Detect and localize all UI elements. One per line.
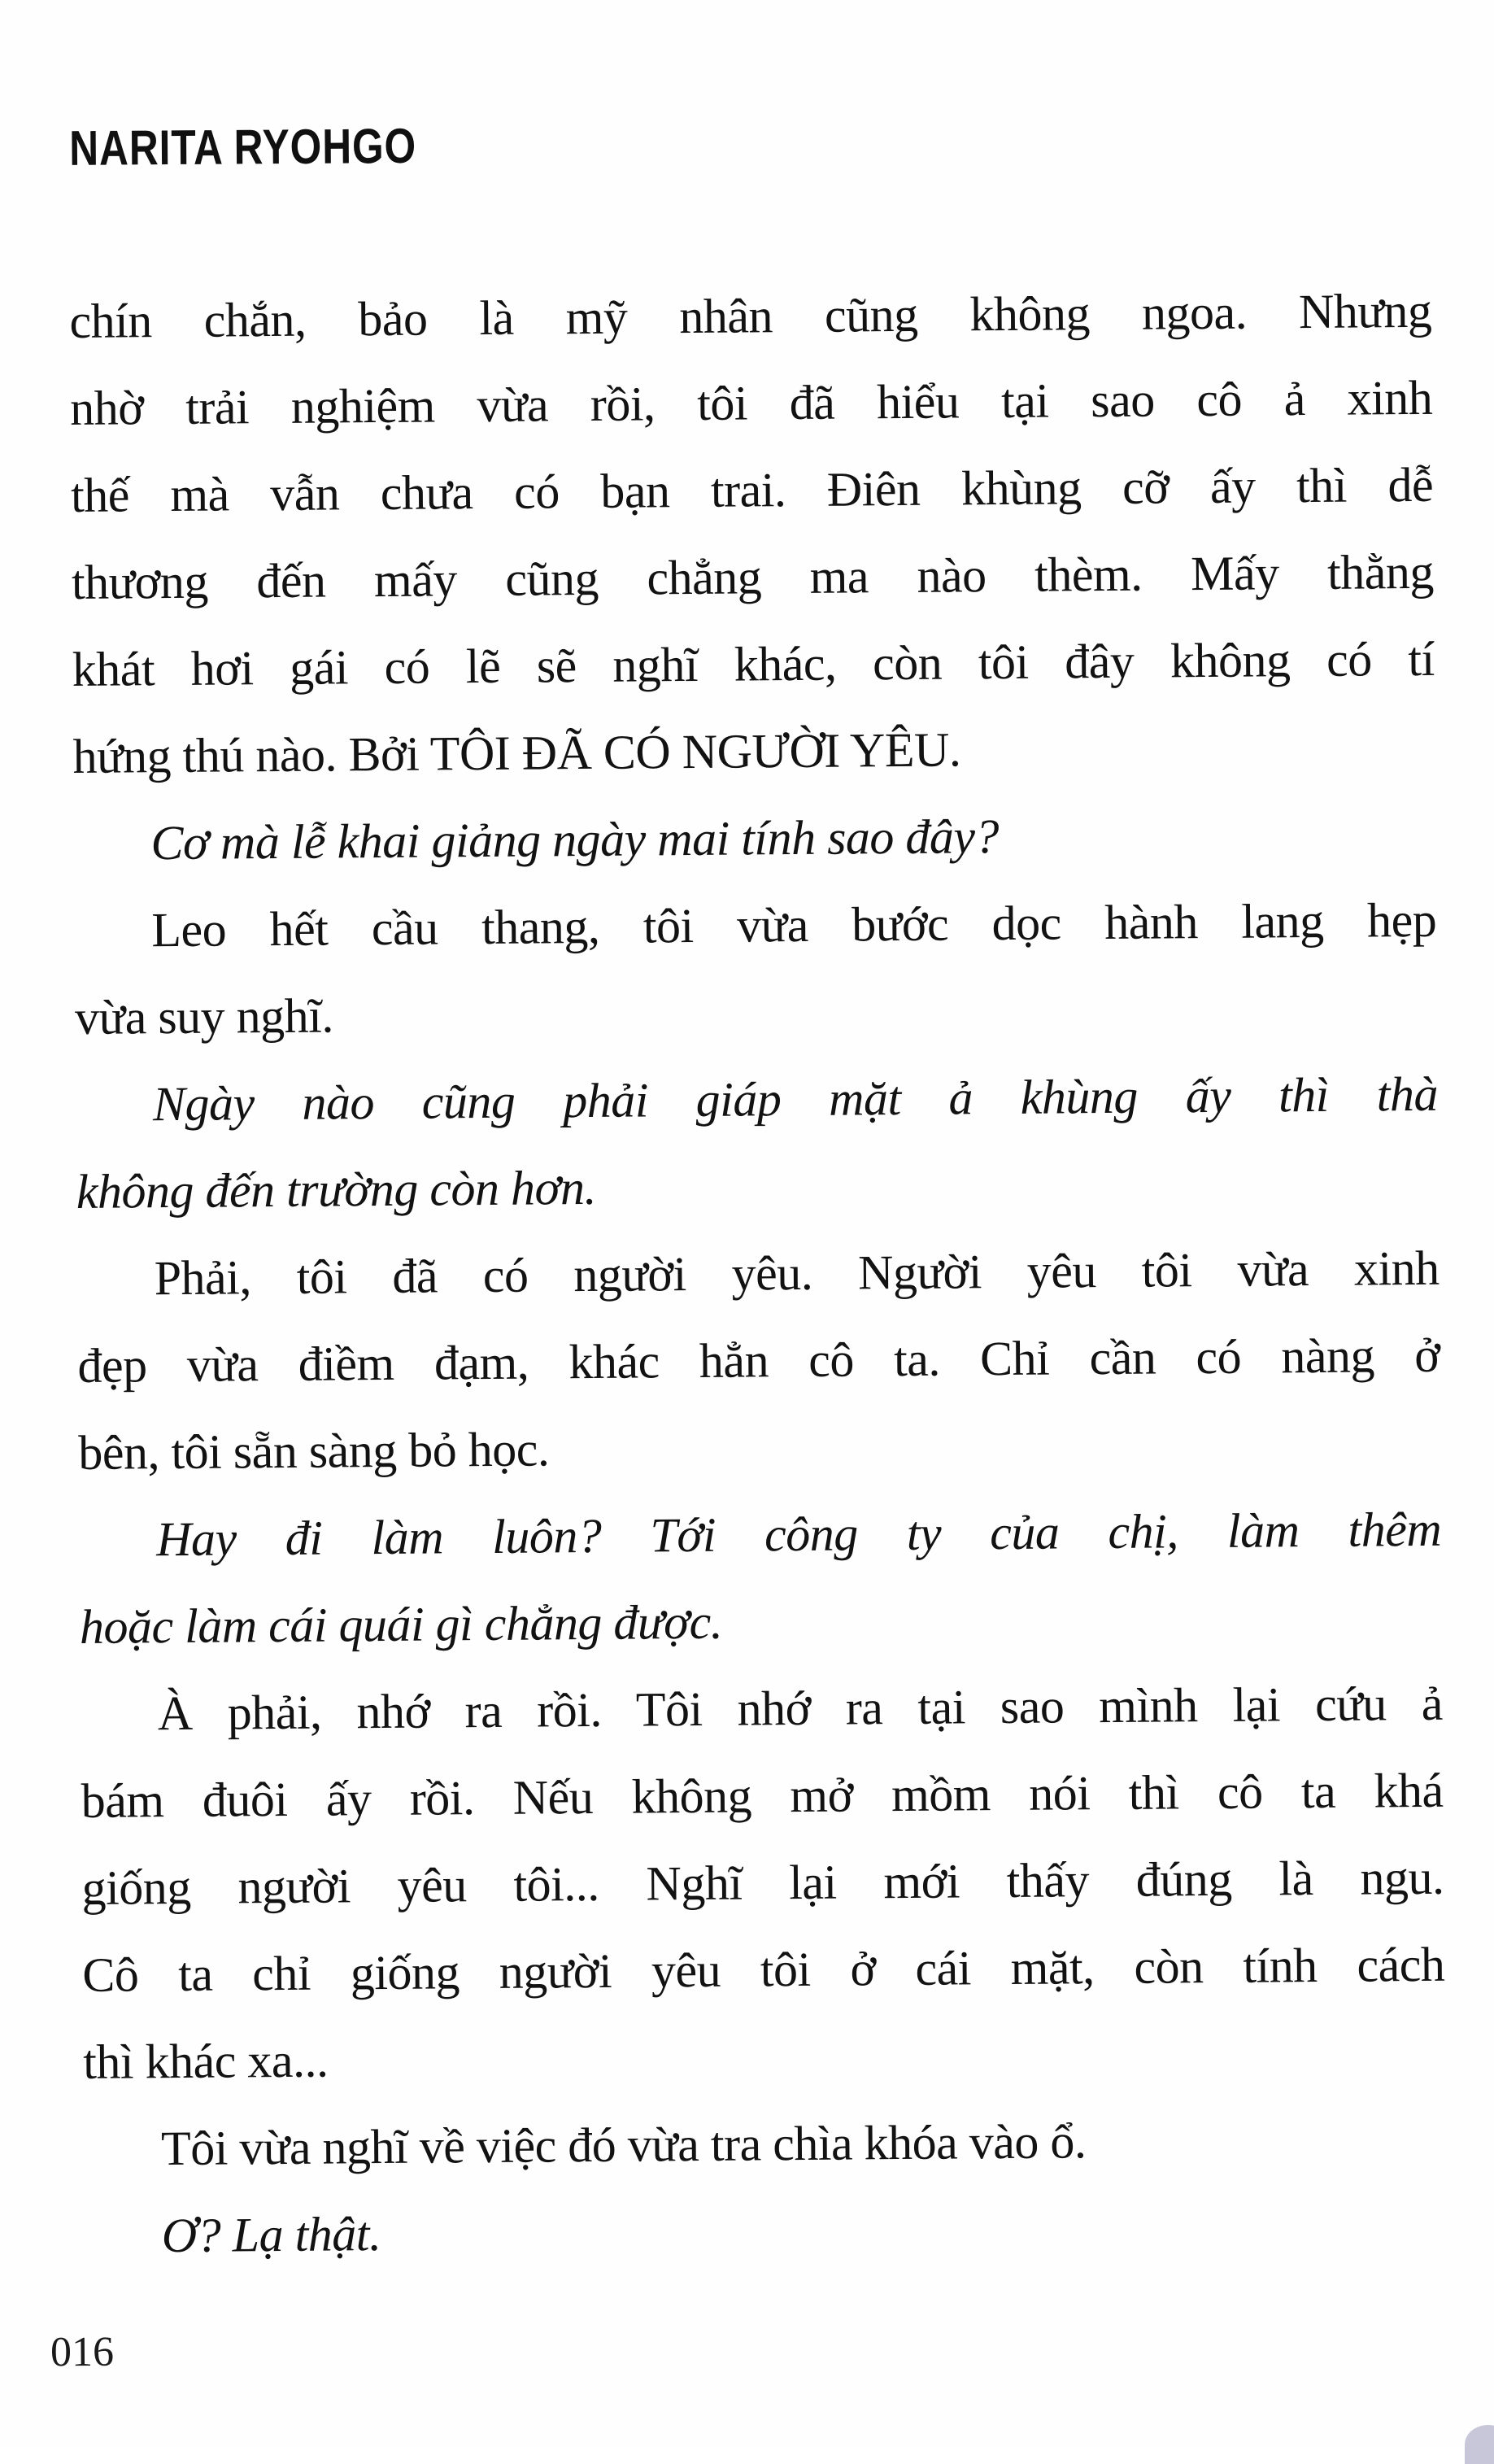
paragraph (76, 1225, 1440, 1497)
text-line: Leo hết cầu thang, tôi vừa bước dọc hành lang hẹp (151, 892, 1437, 957)
text-line: bám đuôi ấy rồi. Nếu không mở mồm nói thì cô ta khá (81, 1763, 1444, 1828)
text-line: thế mà vẫn chưa có bạn trai. Điên khùng cỡ ấy thì dễ (70, 457, 1434, 522)
text-line: hoặc làm cái quái gì chẳng được. (79, 1594, 723, 1654)
text-line: Tôi vừa nghĩ về việc đó vừa tra chìa khóa vào ổ. (160, 2114, 1087, 2176)
text-line: thương đến mấy cũng chẳng ma nào thèm. Mấy thằng (71, 544, 1435, 609)
text-line: thì khác xa... (82, 2033, 329, 2089)
text-line: nhờ trải nghiệm vừa rồi, tôi đã hiểu tại sao cô ả xinh (69, 370, 1433, 435)
paragraph (69, 268, 1435, 800)
text-line: À phải, nhớ ra rồi. Tôi nhớ ra tại sao mình lại cứu ả (157, 1676, 1444, 1741)
paragraph (84, 2095, 1447, 2193)
text-line: Hay đi làm luôn? Tới công ty của chị, làm thêm (155, 1502, 1442, 1567)
paragraph (84, 2183, 1447, 2280)
text-line: giống người yêu tôi... Nghĩ lại mới thấy đúng là ngu. (81, 1850, 1444, 1915)
text-line: vừa suy nghĩ. (74, 988, 334, 1044)
paragraph (74, 877, 1438, 1062)
text-line: Phải, tôi đã có người yêu. Người yêu tôi vừa xinh (154, 1241, 1440, 1306)
body-text (69, 268, 1447, 2280)
page-corner-artifact (1465, 2425, 1494, 2464)
text-line: bên, tôi sẵn sàng bỏ học. (78, 1422, 550, 1480)
author-header: NARITA RYOHGO (69, 119, 417, 177)
text-line: Ơ? Lạ thật. (161, 2207, 381, 2263)
paragraph (79, 1486, 1443, 1671)
text-line: Cơ mà lễ khai giảng ngày mai tính sao đây? (150, 809, 1000, 870)
paragraph (80, 1660, 1445, 2106)
text-line: hứng thú nào. Bởi TÔI ĐÃ CÓ NGƯỜI YÊU. (72, 722, 961, 783)
paragraph (73, 790, 1436, 887)
text-line: chín chắn, bảo là mỹ nhân cũng không ngoa. Nhưng (69, 283, 1432, 348)
text-line: khát hơi gái có lẽ sẽ nghĩ khác, còn tôi đây không có tí (72, 631, 1435, 696)
text-line: Cô ta chỉ giống người yêu tôi ở cái mặt, còn tính cách (82, 1937, 1445, 2002)
text-line: Ngày nào cũng phải giáp mặt ả khùng ấy thì thà (152, 1066, 1439, 1132)
page-number: 016 (50, 2328, 115, 2376)
paragraph (76, 1051, 1440, 1236)
text-line: không đến trường còn hơn. (76, 1160, 597, 1219)
text-line: đẹp vừa điềm đạm, khác hẳn cô ta. Chỉ cần có nàng ở (77, 1328, 1440, 1393)
